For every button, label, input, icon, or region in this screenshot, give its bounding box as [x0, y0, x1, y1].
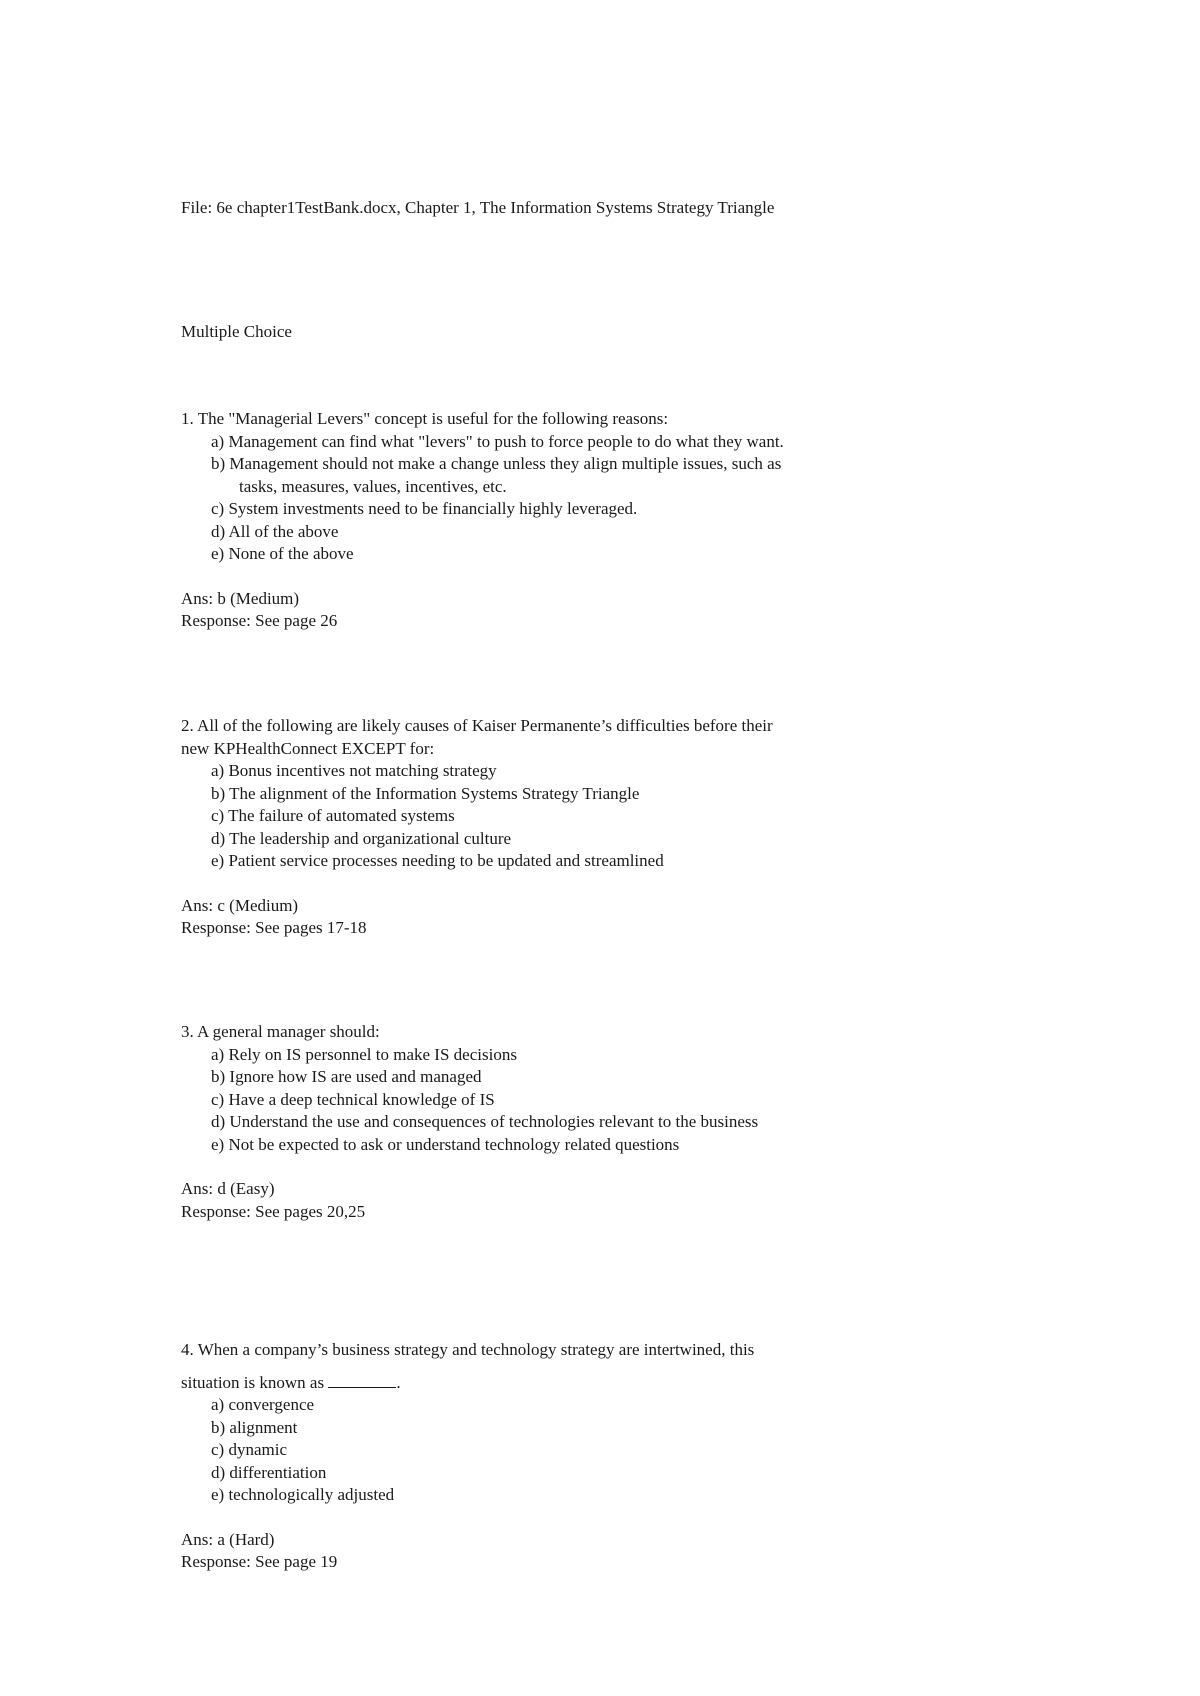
question-stem: 3. A general manager should:: [181, 1022, 380, 1041]
question-stem: 2. All of the following are likely causes of Kaiser Permanente’s difficulties before their: [181, 716, 773, 735]
answer-line: Ans: c (Medium): [181, 895, 299, 915]
options-list: [181, 760, 881, 873]
option-e: [181, 850, 881, 873]
option-text: c) Have a deep technical knowledge of IS: [211, 1089, 495, 1109]
section-title: Multiple Choice: [181, 322, 292, 341]
option-a: [181, 760, 881, 783]
option-b: [181, 783, 881, 806]
option-text: b) alignment: [211, 1417, 298, 1437]
option-b: [181, 1417, 881, 1440]
file-header: File: 6e chapter1TestBank.docx, Chapter 1, The Information Systems Strategy Triangle: [181, 198, 775, 217]
question-stem: 4. When a company’s business strategy and technology strategy are intertwined, this: [181, 1340, 755, 1359]
question-stem-continuation: new KPHealthConnect EXCEPT for:: [181, 738, 435, 758]
option-text: e) technologically adjusted: [211, 1485, 395, 1504]
option-text: d) Understand the use and consequences of technologies relevant to the business: [211, 1112, 759, 1131]
answer-block: [181, 1529, 881, 1574]
response-line: Response: See pages 20,25: [181, 1201, 366, 1221]
question-2: [181, 715, 881, 940]
option-d: [181, 521, 881, 544]
option-text: e) Patient service processes needing to be updated and streamlined: [211, 851, 664, 870]
options-list: [181, 1044, 881, 1157]
answer-line: Ans: d (Easy): [181, 1179, 275, 1198]
stem-end: .: [396, 1372, 401, 1392]
option-continuation: tasks, measures, values, incentives, etc.: [239, 476, 507, 496]
option-text: d) The leadership and organizational culture: [211, 828, 512, 848]
answer-line: Ans: a (Hard): [181, 1529, 275, 1549]
stem-text: situation is known as: [181, 1372, 325, 1392]
option-text: c) The failure of automated systems: [211, 806, 455, 825]
response-line: Response: See page 26: [181, 611, 338, 630]
option-c: [181, 498, 881, 521]
answer-line: Ans: b (Medium): [181, 588, 300, 608]
option-text: e) None of the above: [211, 544, 354, 563]
response-line: Response: See page 19: [181, 1552, 338, 1571]
option-b: [181, 1066, 881, 1089]
option-text: d) All of the above: [211, 521, 339, 541]
option-text: d) differentiation: [211, 1462, 327, 1482]
option-text: b) Ignore how IS are used and managed: [211, 1067, 482, 1086]
option-text: e) Not be expected to ask or understand technology related questions: [211, 1134, 680, 1154]
option-text: a) convergence: [211, 1395, 315, 1414]
option-text: b) Management should not make a change unless they align multiple issues, such as: [211, 454, 782, 473]
option-d: [181, 1462, 881, 1485]
answer-blank: [328, 1371, 396, 1388]
option-e: [181, 543, 881, 566]
option-c: [181, 1089, 881, 1112]
question-stem-continuation: [181, 1371, 881, 1395]
option-b: [181, 453, 881, 498]
option-c: [181, 805, 881, 828]
option-a: [181, 1044, 881, 1067]
question-3: [181, 1021, 881, 1223]
answer-block: [181, 895, 881, 940]
option-c: [181, 1439, 881, 1462]
option-a: [181, 1394, 881, 1417]
option-text: b) The alignment of the Information Systems Strategy Triangle: [211, 783, 640, 803]
answer-block: [181, 588, 881, 633]
option-text: a) Bonus incentives not matching strategy: [211, 761, 497, 780]
question-stem: 1. The "Managerial Levers" concept is useful for the following reasons:: [181, 409, 669, 428]
option-text: c) dynamic: [211, 1440, 287, 1459]
option-d: [181, 828, 881, 851]
response-line: Response: See pages 17-18: [181, 918, 367, 937]
option-text: c) System investments need to be financially highly leveraged.: [211, 499, 638, 518]
options-list: [181, 431, 881, 566]
option-d: [181, 1111, 881, 1134]
option-e: [181, 1484, 881, 1507]
question-4: [181, 1339, 881, 1574]
options-list: [181, 1394, 881, 1507]
question-1: [181, 408, 881, 633]
answer-block: [181, 1178, 881, 1223]
option-text: a) Management can find what "levers" to push to force people to do what they want.: [211, 431, 784, 451]
option-text: a) Rely on IS personnel to make IS decisions: [211, 1044, 517, 1064]
option-a: [181, 431, 881, 454]
option-e: [181, 1134, 881, 1157]
